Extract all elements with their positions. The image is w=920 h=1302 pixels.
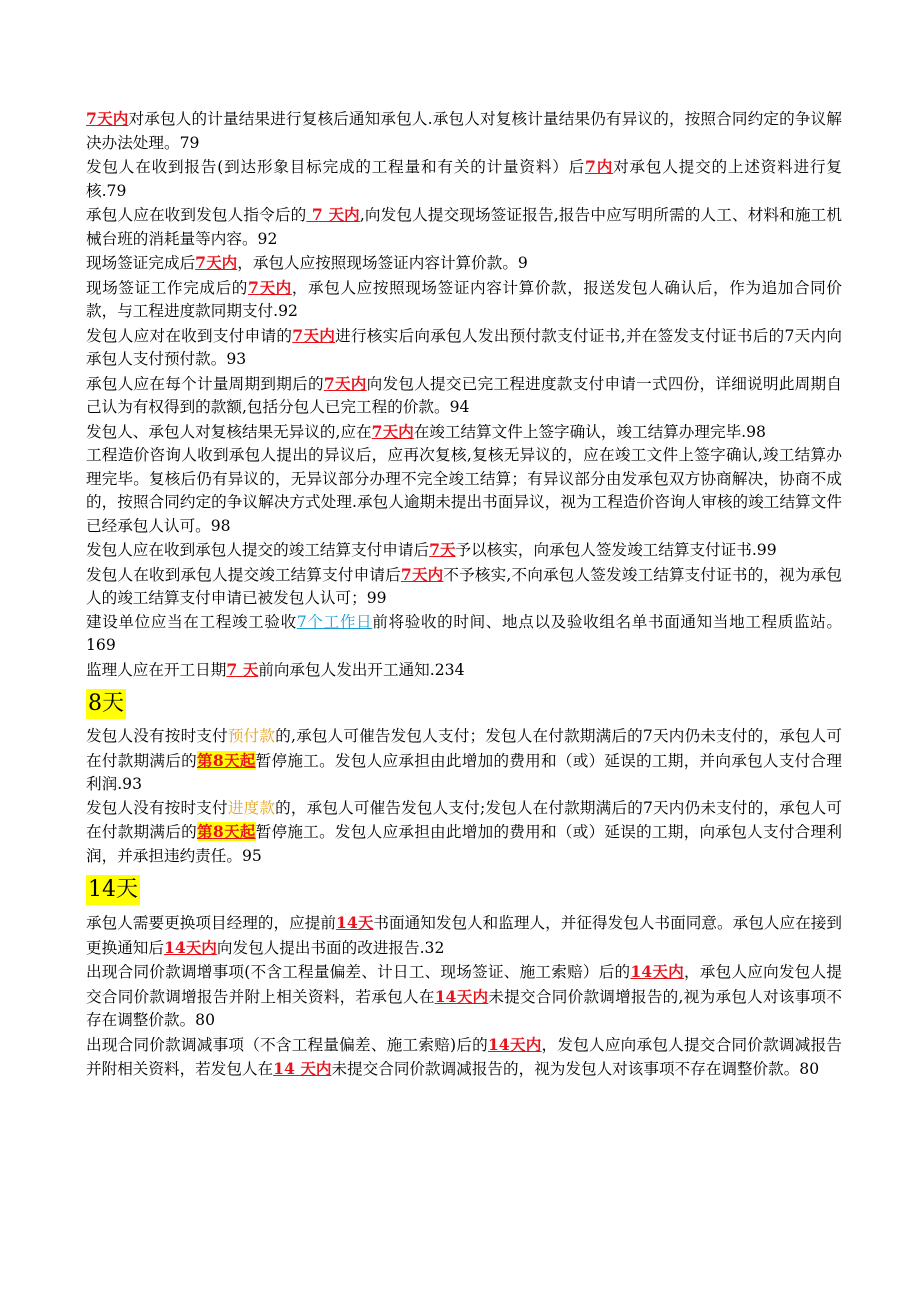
- highlight-term: 7 天: [226, 659, 259, 679]
- text-run: 暂停施工。发包人应承担由此增加的费用和（或）延误的工期，向承包人支付合理利润，并承担违约责任。95: [86, 823, 842, 865]
- highlight-term: 7天内: [371, 421, 414, 441]
- section-heading-text: 14天: [86, 875, 140, 905]
- paragraph: [86, 203, 842, 251]
- text-run: 出现合同价款调增事项(不含工程量偏差、计日工、现场签证、施工索赔）后的: [86, 963, 631, 981]
- text-run: 发包人在收到报告(到达形象目标完成的工程量和有关的计量资料）后: [86, 158, 586, 176]
- text-run: 发包人应对在收到支付申请的: [86, 326, 293, 345]
- highlight-term: 第8天起: [196, 750, 256, 770]
- text-run: 进行核实后向承包人发出预付款支付证书,并在签发支付证书后的7天内向承包人支付预付款。93: [86, 326, 842, 368]
- text-run: 出现合同价款调减事项（不含工程量偏差、施工索赔)后的: [86, 1035, 488, 1054]
- paragraph: [86, 611, 842, 658]
- text-run: 承包人应在每个计量周期到期后的: [86, 374, 324, 393]
- paragraph: [86, 251, 842, 276]
- text-run: 发包人应在收到承包人提交的竣工结算支付申请后: [86, 541, 430, 559]
- text-run: ，承包人应向发包人提交合同价款调增报告并附上相关资料，若承包人在: [86, 963, 842, 1006]
- text-run: 现场签证完成后: [86, 254, 196, 272]
- highlight-term: 14天内: [163, 937, 217, 957]
- text-run: 前将验收的时间、地点以及验收组名单书面通知当地工程质监站。169: [86, 612, 842, 654]
- text-run: 未提交合同价款调减报告的，视为发包人对该事项不存在调整价款。80: [331, 1060, 820, 1078]
- highlight-term: 第8天起: [196, 822, 256, 841]
- paragraph: [86, 420, 842, 445]
- paragraph: [86, 276, 842, 324]
- highlight-term: 7个工作日: [296, 612, 373, 631]
- highlight-term: 7天内: [247, 277, 292, 297]
- paragraph: [86, 658, 842, 683]
- text-run: 书面通知发包人和监理人，并征得发包人书面同意。承包人应在接到更换通知后: [86, 914, 842, 957]
- document-body: [86, 107, 842, 1082]
- highlight-term: 7天内: [292, 325, 336, 345]
- highlight-term: 7天内: [86, 109, 129, 128]
- text-run: ，发包人应向承包人提交合同价款调减报告并附相关资料，若发包人在: [86, 1035, 842, 1078]
- highlight-term: 14天内: [434, 986, 489, 1006]
- highlight-term: 14天内: [630, 962, 684, 981]
- paragraph: [86, 107, 842, 155]
- paragraph: [86, 444, 842, 538]
- section-heading-text: 8天: [86, 689, 126, 719]
- highlight-term: 7内: [585, 157, 614, 176]
- paragraph: [86, 563, 842, 611]
- highlight-term: 14 天内: [273, 1059, 332, 1078]
- text-run: 工程造价咨询人收到承包人提出的异议后，应再次复核,复核无异议的，应在竣工文件上签字确认,竣工结算办理完毕。复核后仍有异议的，无异议部分办理不完全竣工结算；有异议部分由发承包双方协商解决，协商不成的，按照合同约定的争议解决方式处理.承包人逾期未提出书面异议，视为工程造价咨询人审核的竣工结算文件已经承包人认可。98: [86, 446, 842, 535]
- paragraph: [86, 911, 842, 960]
- paragraph: [86, 155, 842, 203]
- highlight-term: 14天内: [487, 1034, 542, 1054]
- text-run: 对承包人的计量结果进行复核后通知承包人.承包人对复核计量结果仍有异议的，按照合同约定的争议解决办法处理。79: [86, 110, 842, 152]
- text-run: 未提交合同价款调增报告的,视为承包人对该事项不存在调整价款。80: [86, 987, 842, 1029]
- highlight-term: 7天内: [400, 564, 444, 584]
- highlight-term: 7 天内: [306, 205, 360, 224]
- section-heading: [86, 868, 842, 911]
- text-run: 发包人、承包人对复核结果无异议的,应在: [86, 422, 372, 441]
- text-run: 监理人应在开工日期: [86, 660, 227, 679]
- text-run: 予以核实，向承包人签发竣工结算支付证书.99: [455, 541, 777, 559]
- text-run: 前向承包人发出开工通知.234: [258, 660, 465, 679]
- text-run: 向发包人提出书面的改进报告.32: [216, 938, 445, 957]
- text-run: 的，承包人可催告发包人支付;发包人在付款期满后的7天内仍未支付的，承包人可在付款期满后的: [86, 798, 842, 841]
- text-run: 暂停施工。发包人应承担由此增加的费用和（或）延误的工期，并向承包人支付合理利润.93: [86, 751, 842, 793]
- text-run: 建设单位应当在工程竣工验收: [86, 612, 297, 631]
- highlight-term: 7天: [429, 540, 456, 559]
- text-run: ，承包人应按照现场签证内容计算价款。9: [237, 254, 528, 272]
- text-run: 不予核实,不向承包人签发竣工结算支付证书的，视为承包人的竣工结算支付申请已被发包人认可；99: [86, 565, 842, 607]
- section-heading: [86, 682, 842, 725]
- highlight-term: 14天: [335, 913, 374, 932]
- text-run: 向发包人提交已完工程进度款支付申请一式四份，详细说明此周期自己认为有权得到的款额,包括分包人已完工程的价款。94: [86, 374, 842, 416]
- paragraph: [86, 960, 842, 1033]
- text-run: 承包人应在收到发包人指令后的: [86, 206, 307, 224]
- highlight-term: 7天内: [195, 253, 238, 272]
- highlight-term: 7天内: [323, 373, 367, 393]
- text-run: 对承包人提交的上述资料进行复核.79: [86, 158, 842, 200]
- text-run: 在竣工结算文件上签字确认，竣工结算办理完毕.98: [413, 422, 766, 441]
- text-run: ，承包人应按照现场签证内容计算价款，报送发包人确认后，作为追加合同价款，与工程进度款同期支付.92: [86, 278, 842, 320]
- highlight-term: 进度款: [227, 798, 276, 817]
- paragraph: [86, 725, 842, 797]
- text-run: 发包人没有按时支付: [86, 798, 228, 817]
- text-run: 发包人没有按时支付: [86, 727, 228, 745]
- text-run: 承包人需要更换项目经理的，应提前: [86, 914, 336, 932]
- paragraph: [86, 324, 842, 372]
- paragraph: [86, 538, 842, 563]
- text-run: 的,承包人可催告发包人支付；发包人在付款期满后的7天内仍未支付的，承包人可在付款期满后的: [86, 727, 842, 770]
- paragraph: [86, 1033, 842, 1082]
- highlight-term: 预付款: [227, 727, 276, 745]
- text-run: 现场签证工作完成后的: [86, 278, 248, 297]
- text-run: ,向发包人提交现场签证报告,报告中应写明所需的人工、材料和施工机械台班的消耗量等内容。92: [86, 206, 842, 248]
- text-run: 发包人在收到承包人提交竣工结算支付申请后: [86, 565, 401, 584]
- paragraph: [86, 797, 842, 869]
- paragraph: [86, 372, 842, 420]
